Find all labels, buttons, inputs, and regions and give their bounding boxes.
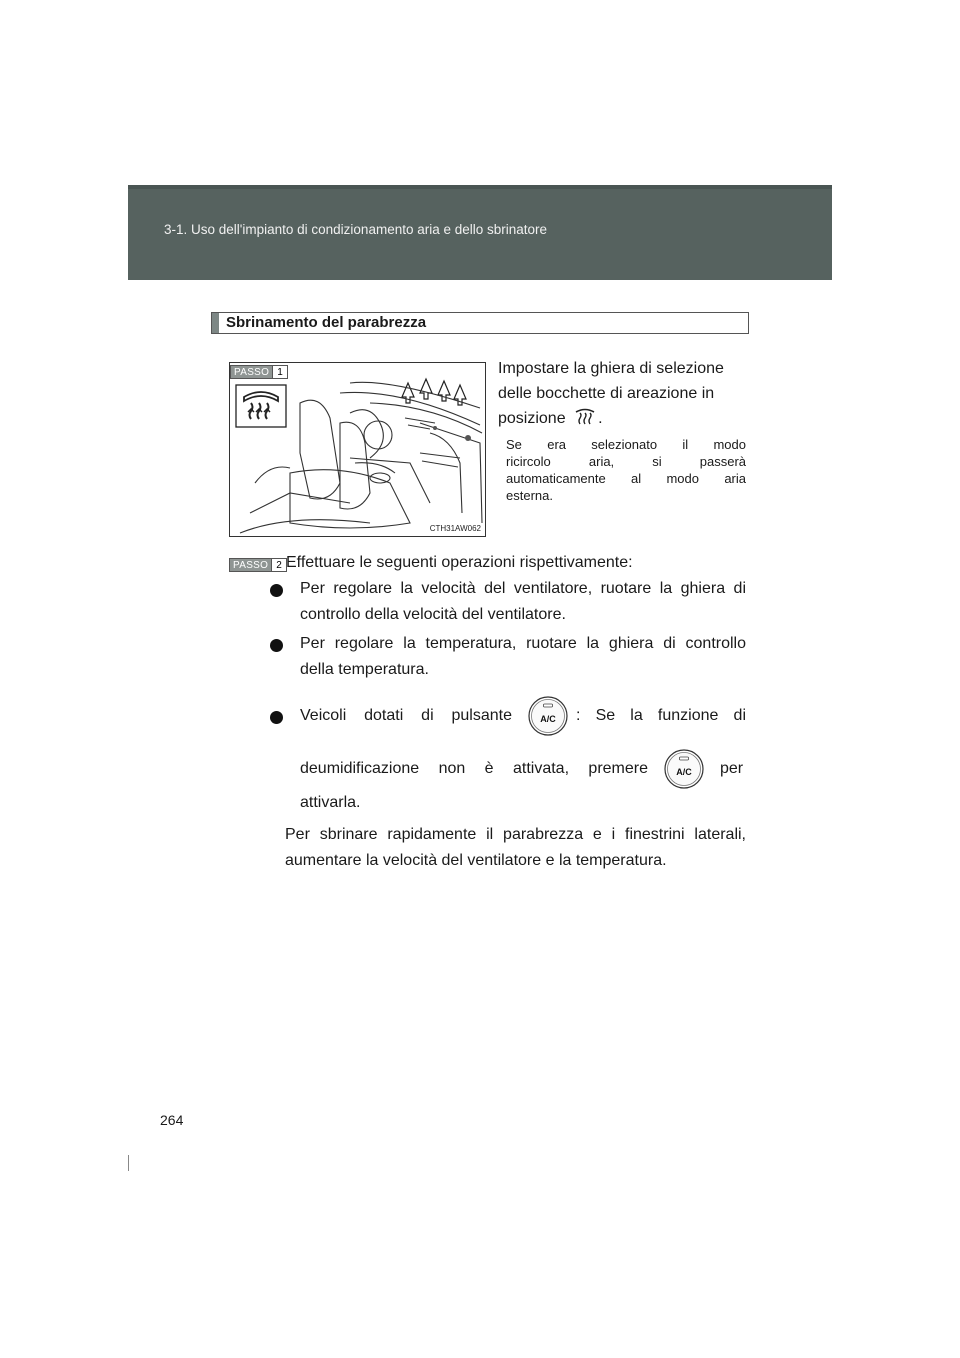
bullet-2-line-2: della temperatura.: [300, 661, 429, 678]
bullet-1-line-1: [300, 580, 746, 598]
text-run: Per regolare la velocità del ventilatore, ruotare la ghiera di: [300, 580, 746, 597]
bullet-3-part-2: : Se la funzione di: [576, 707, 746, 724]
text-run: delle bocchette di areazione in: [498, 385, 715, 402]
note-line-2: [506, 453, 746, 470]
step-1-line-3: [498, 406, 746, 431]
text-run: automaticamente al modo aria: [506, 471, 746, 486]
text-run: Per regolare la temperatura, ruotare la ghiera di controllo: [300, 635, 746, 652]
ac-label: A/C: [676, 767, 692, 777]
header-top-strip: [128, 185, 832, 189]
text-run: esterna.: [506, 488, 553, 503]
step-1-instruction: [498, 356, 746, 431]
bullet-dot: [270, 711, 283, 724]
bullet-dot: [270, 584, 283, 597]
step-badge-number: 2: [271, 559, 286, 571]
ac-button-icon: [528, 696, 568, 736]
section-title-box: [211, 312, 749, 334]
step-badge-label: PASSO: [231, 366, 272, 378]
step-badge-number: 1: [272, 366, 287, 378]
step-badge-label: PASSO: [230, 559, 271, 571]
illustration-code: CTH31AW062: [429, 524, 481, 533]
step-2-intro: Effettuare le seguenti operazioni rispettivamente:: [286, 554, 633, 571]
step-1-line-1: [498, 356, 746, 381]
tip-line-1: Per sbrinare rapidamente il parabrezza e i finestrini laterali,: [285, 826, 746, 843]
margin-mark: [128, 1155, 129, 1171]
tip-line-2: aumentare la velocità del ventilatore e la temperatura.: [285, 852, 667, 869]
note-line-3: [506, 470, 746, 487]
bullet-3-part-3: deumidificazione non è attivata, premere: [300, 760, 648, 777]
text-run: .: [598, 410, 603, 427]
bullet-2-line-1: [300, 635, 746, 653]
bullet-3-part-1: Veicoli dotati di pulsante: [300, 707, 512, 724]
note-line-4: [506, 487, 746, 504]
bullet-3-part-4: per: [720, 760, 744, 777]
bullet-1-line-2: controllo della velocità del ventilatore.: [300, 606, 566, 623]
text-run: Se era selezionato il modo: [506, 437, 746, 452]
bullet-dot: [270, 639, 283, 652]
section-title-bar: [212, 313, 219, 333]
ac-button-icon: [664, 749, 704, 789]
section-title: Sbrinamento del parabrezza: [226, 314, 427, 331]
bullet-3-part-5: attivarla.: [300, 794, 361, 811]
note-line-1: [506, 436, 746, 453]
text-run: posizione: [498, 410, 566, 427]
chapter-header: [128, 185, 832, 280]
page-number: 264: [160, 1112, 184, 1128]
text-run: ricircolo aria, si passerà: [506, 454, 746, 469]
breadcrumb: 3-1. Uso dell'impianto di condizionamento aria e dello sbrinatore: [164, 222, 548, 237]
step-2-badge: [229, 558, 287, 572]
car-interior-drawing: [230, 363, 486, 537]
interior-illustration: [229, 362, 486, 537]
text-run: Impostare la ghiera di selezione: [498, 360, 724, 377]
step-1-note: [506, 436, 746, 504]
defroster-icon-inline: [574, 407, 596, 427]
ac-label: A/C: [540, 714, 556, 724]
defroster-icon: [236, 385, 286, 427]
step-1-line-2: [498, 381, 746, 406]
